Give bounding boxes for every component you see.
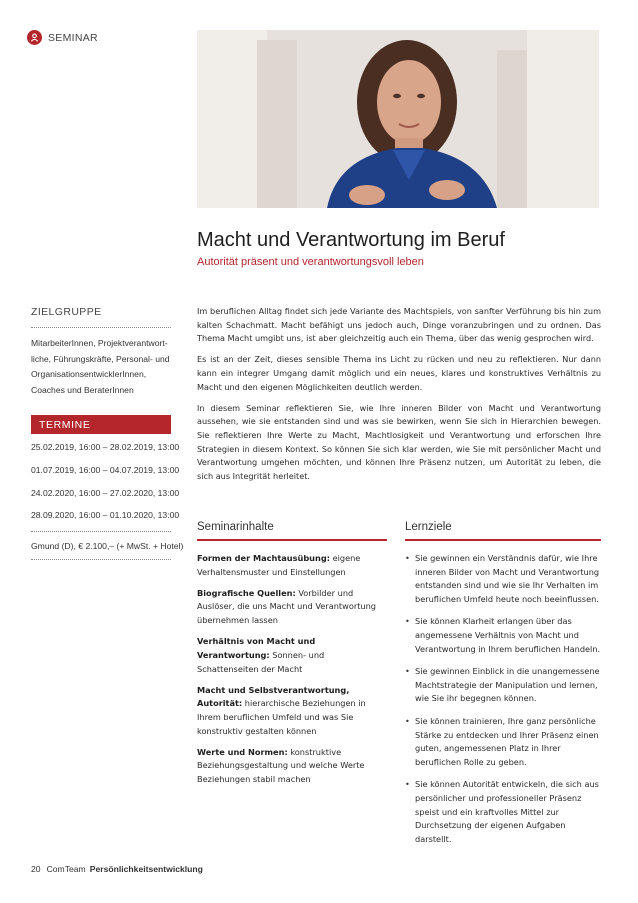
item-text: hierarchische Beziehungen in Ihrem beruflichen Umfeld und was Sie konstruktiv gestalten können (197, 698, 366, 736)
person-icon (27, 30, 42, 45)
item-term: Formen der Machtausübung: (197, 553, 330, 563)
dates-heading: TERMINE (31, 415, 171, 434)
item-term: Biografische Quellen: (197, 587, 296, 598)
date-list (31, 436, 180, 526)
divider (31, 559, 171, 560)
list-item: • Sie können trainieren, Ihre ganz persönliche Stärke zu entdecken und Ihrer Präsenz einen guten, angemessenen Platz in Ihrer beruflichen Rolle zu geben. (405, 715, 601, 769)
list-item: • Sie gewinnen Einblick in die unangemessene Machtstrategie der Manipulation und lernen, wie Sie ihr begegnen können. (405, 665, 601, 706)
sidebar (31, 306, 184, 560)
footer-brand: ComTeam (46, 864, 86, 874)
divider (31, 531, 171, 532)
audience-text (31, 336, 171, 398)
item-term: Werte und Normen: (197, 746, 288, 757)
list-item (197, 635, 387, 676)
contents-heading: Seminarinhalte (197, 521, 274, 533)
item-text: Vorbilder und Auslöser, die uns Macht und Verantwortung übernehmen lassen (197, 587, 376, 626)
paragraph: In diesem Seminar reflektieren Sie, wie Ihre inneren Bilder von Macht und Verantwortung aussehen, wie sie entstanden sind und was sie bewirken, wenn Sie sich in Hierarchien bewegen. Sie reflektieren Ihre Werte zu Macht, Machtlosigkeit und Verantwortung und erforschen Ihre Strategien in diesem Kontext. So können Sie sich klar werden, wie Sie mit persönlicher Macht und Verantwortung umgehen möchten, und können Ihre Präsenz nutzen, um Autorität zu leben, die sich aus Integrität herleitet. (197, 402, 601, 481)
contents-rule (197, 539, 387, 541)
item-term: Verhältnis von Macht und Verantwortung: (197, 636, 316, 660)
page-title: Macht und Verantwortung im Beruf (197, 229, 505, 251)
item-term: Macht und Selbstverantwortung, Autorität: (197, 684, 350, 709)
date-item: 24.02.2020, 16:00 – 27.02.2020, 13:00 (31, 487, 180, 498)
location-price: Gmund (D), € 2.100,– (+ MwSt. + Hotel) (31, 540, 184, 551)
list-item (197, 746, 387, 787)
goals-list (405, 552, 601, 855)
contents-list (197, 552, 387, 794)
list-item: • Sie gewinnen ein Verständnis dafür, wie Ihre inneren Bilder von Macht und Verantwortung entstanden sind und wie sie Ihr Verhalten im beruflichen Umfeld heute noch beeinflussen. (405, 552, 601, 606)
item-text: konstruktive Beziehungsgestaltung und welche Werte Beziehungen stabil machen (197, 746, 365, 785)
intro-text (197, 305, 601, 491)
list-item (197, 587, 387, 628)
list-item (197, 552, 387, 579)
date-item: 01.07.2019, 16:00 – 04.07.2019, 13:00 (31, 464, 180, 475)
list-item (197, 684, 387, 738)
audience-line: MitarbeiterInnen, Projektverantwort- (31, 338, 168, 348)
goals-rule (405, 539, 601, 541)
seminar-label: SEMINAR (48, 31, 98, 44)
divider (31, 327, 171, 328)
audience-line: Coaches und BeraterInnen (31, 384, 134, 395)
footer (31, 864, 203, 874)
page-number: 20 (31, 864, 41, 874)
audience-line: OrganisationsentwicklerInnen, (31, 369, 147, 380)
date-item: 25.02.2019, 16:00 – 28.02.2019, 13:00 (31, 442, 180, 453)
item-text: eigene Verhaltensmuster und Einstellungen (197, 553, 361, 577)
footer-section: Persönlichkeitsentwicklung (89, 864, 203, 874)
seminar-photo (197, 30, 599, 208)
paragraph: Im beruflichen Alltag findet sich jede Variante des Machtspiels, von sanfter Verführung bis hin zum kalten Schachmatt. Macht befähigt uns jedoch auch, Dinge voranzubringen und zu ordnen. Das Thema Macht umgibt uns, ist aber gleichzeitig auch ein Thema, über das wenig gesprochen wird. (197, 306, 601, 344)
audience-line: liche, Führungskräfte, Personal- und (31, 353, 170, 364)
page-subtitle: Autorität präsent und verantwortungsvoll leben (197, 256, 424, 268)
item-text: Sonnen- und Schattenseiten der Macht (197, 649, 325, 674)
seminar-tag (27, 30, 98, 45)
audience-heading: ZIELGRUPPE (31, 306, 102, 318)
date-item: 28.09.2020, 16:00 – 01.10.2020, 13:00 (31, 510, 180, 521)
list-item: • Sie können Klarheit erlangen über das angemessene Verhältnis von Macht und Verantwortung in Ihrem beruflichen Handeln. (405, 615, 601, 656)
goals-heading: Lernziele (405, 521, 452, 533)
paragraph: Es ist an der Zeit, dieses sensible Thema ins Licht zu rücken und neu zu reflektieren. Nur dann kann ein integrer Umgang damit möglich und ein neues, klares und konstruktives Verhältnis zu Macht und den eigenen Möglichkeiten deutlich werden. (197, 354, 601, 392)
list-item: • Sie können Autorität entwickeln, die sich aus persönlicher und professioneller Präsenz speist und ein kraftvolles Mittel zur Durchsetzung der eigenen Aufgaben darstellt. (405, 778, 601, 846)
